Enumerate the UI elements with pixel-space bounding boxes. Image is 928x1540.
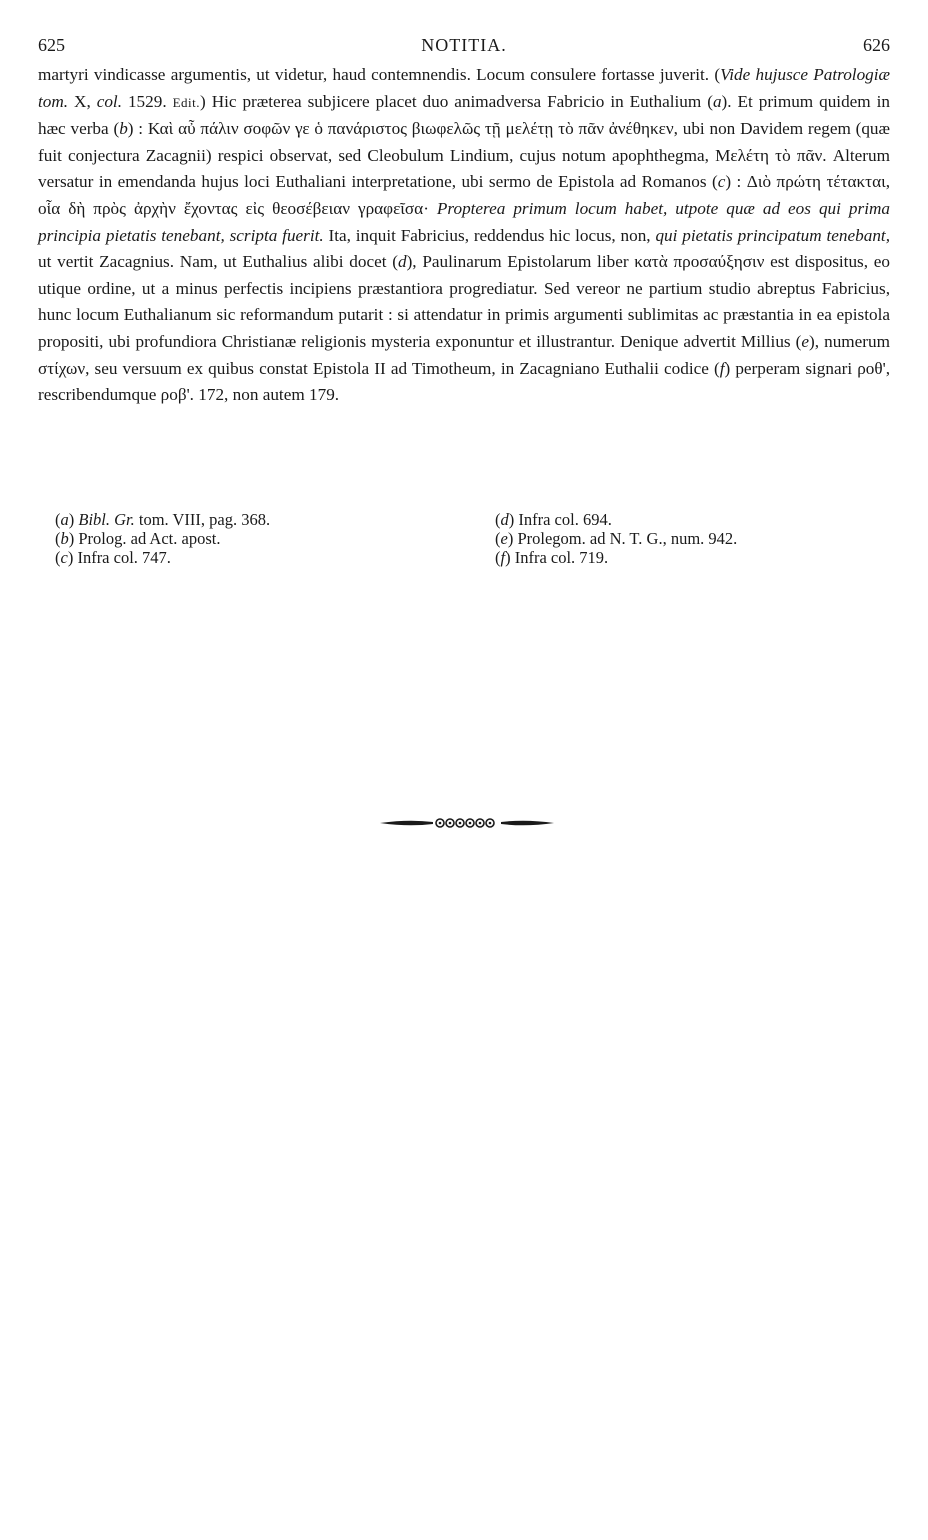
footnote-ref-a: a: [712, 91, 722, 111]
footnote-text: Infra col. 719.: [514, 548, 609, 567]
text-segment: martyri vindicasse argumentis, ut videtur, haud contemnendis. Locum consulere fortasse juverit. (: [38, 65, 721, 84]
running-title: NOTITIA.: [421, 35, 507, 55]
footnote-ref-f: f: [719, 358, 725, 378]
text-segment: ) : Καὶ αὖ πάλιν σοφῶν γε ὁ πανάριστος βιωφελῶς τῇ μελέτῃ τὸ πᾶν ἀνέθηκεν, ubi non Davidem regem (quæ fuit conjectura Zacagnii) respici observat, sed Cleobulum Lindium, cujus notum apophthegma, Μελέτη τὸ πᾶν. Alterum versatur in emendanda hujus loci Euthaliani interpretatione, ubi sermo de Epistola ad Romanos (: [38, 119, 890, 192]
page-number-left: 625: [38, 35, 65, 55]
footnote-label: d: [500, 510, 509, 529]
footnote-ref-e: e: [801, 331, 810, 351]
tailpiece-ornament-icon: [378, 814, 556, 832]
footnote-a: (a) Bibl. Gr. tom. VIII, pag. 368.: [55, 510, 271, 529]
footnotes-left-column: [55, 510, 455, 567]
footnote-label: b: [60, 529, 69, 548]
italic-quotation: qui pietatis principatum tenebant,: [655, 225, 890, 245]
italic-reference: col.: [96, 91, 122, 111]
footnote-d: (d) Infra col. 694.: [495, 510, 612, 529]
page-number-right: 626: [863, 35, 890, 55]
footnote-ref-c: c: [717, 172, 726, 192]
footnote-label: e: [500, 529, 508, 548]
text-segment: Ita, inquit Fabricius, reddendus hic locus, non,: [323, 225, 656, 245]
text-segment: ut vertit Zacagnius. Nam, ut Euthalius alibi docet (: [38, 252, 398, 272]
italic-translation: Propterea primum locum habet, utpote quæ ad eos qui prima principia pietatis tenebant, scripta fuerit.: [38, 198, 890, 245]
text-segment: X,: [68, 91, 97, 111]
text-segment: ), Paulinarum Epistolarum liber κατὰ προσαύξησιν est dispositus, eo utique ordine, ut a minus perfectis incipiens præstantiora progrediatur. Sed vereor ne partium studio abreptus Fabricius, hunc locum Euthalianum sic reformandum putarit : si attendatur in primis argumenti sublimitas ac præstantia in ea epistola propositi, ubi profundiora Christianæ religionis mysteria exponuntur et illustrantur. Denique advertit Millius (: [38, 252, 890, 351]
text-segment: ) perperam signari ροθ', rescribendumque ροβ'. 172, non autem 179.: [38, 358, 890, 405]
footnote-c: (c) Infra col. 747.: [55, 548, 171, 567]
text-segment: 1529.: [122, 91, 173, 111]
footnotes-right-column: [495, 510, 895, 567]
footnote-source: Bibl. Gr.: [78, 510, 135, 529]
footnote-f: (f) Infra col. 719.: [495, 548, 609, 567]
footnote-text: Prolog. ad Act. apost.: [78, 529, 221, 548]
footnote-label: f: [500, 548, 506, 567]
footnote-text: Prolegom. ad N. T. G., num. 942.: [517, 529, 738, 548]
footnote-e: (e) Prolegom. ad N. T. G., num. 942.: [495, 529, 738, 548]
text-segment: ) Hic præterea subjicere placet duo animadversa Fabricio in Euthalium (: [200, 91, 713, 111]
text-segment: ), numerum στίχων, seu versuum ex quibus constat Epistola II ad Timotheum, in Zacagniano Euthalii codice (: [38, 331, 890, 378]
footnote-text: Infra col. 747.: [77, 548, 171, 567]
italic-reference: Vide hujusce Patrologiæ tom.: [38, 65, 891, 111]
main-paragraph: [38, 62, 890, 409]
footnote-b: (b) Prolog. ad Act. apost.: [55, 529, 221, 548]
footnote-text: Infra col. 694.: [518, 510, 612, 529]
footnote-label: c: [60, 548, 68, 567]
small-caps-edit: Edit.: [172, 94, 201, 110]
running-header: [38, 35, 890, 59]
footnote-ref-b: b: [119, 119, 128, 139]
footnote-text: tom. VIII, pag. 368.: [134, 510, 271, 529]
greek-quotation: ) : Διὸ πρώτη τέτακται, οἷα δὴ πρὸς ἀρχὴν ἔχοντας εἰς θεοσέβειαν γραφεῖσα·: [38, 172, 890, 218]
footnote-label: a: [60, 510, 69, 529]
text-segment: ). Et primum quidem in hæc verba (: [38, 91, 890, 139]
footnote-ref-d: d: [397, 252, 407, 272]
